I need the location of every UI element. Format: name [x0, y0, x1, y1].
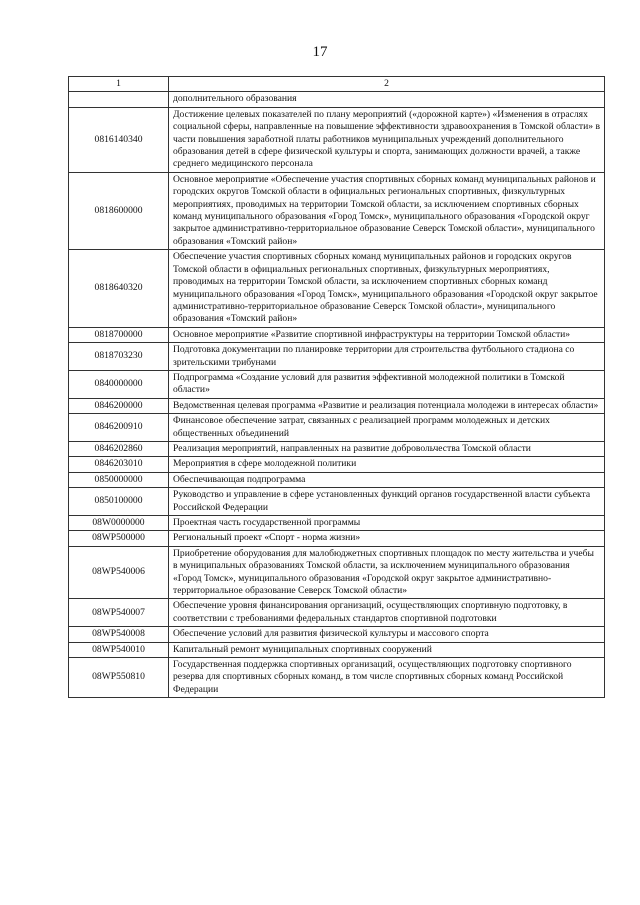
- table-row: [69, 516, 605, 531]
- row-name: Достижение целевых показателей по плану мероприятий («дорожной карте») «Изменения в отраслях социальной сферы, направленные на повышение эффективности здравоохранения в Томской области» в части повышения заработной платы работников муниципальных учреждений дополнительного образования детей в сфере физической культуры и спорта, занимающих должности врачей, а также среднего медицинского персонала: [169, 107, 605, 172]
- table-row: [69, 92, 605, 107]
- table-row: [69, 457, 605, 472]
- table-row: [69, 642, 605, 657]
- row-name: Подпрограмма «Создание условий для развития эффективной молодежной политики в Томской области»: [169, 370, 605, 398]
- row-code: 08WP500000: [69, 531, 169, 546]
- table-row: [69, 172, 605, 249]
- row-code: 0846200000: [69, 398, 169, 413]
- row-code: 0840000000: [69, 370, 169, 398]
- table-row: [69, 531, 605, 546]
- row-name: Капитальный ремонт муниципальных спортивных сооружений: [169, 642, 605, 657]
- table-row: [69, 658, 605, 698]
- row-name: Ведомственная целевая программа «Развитие и реализация потенциала молодежи в интересах области»: [169, 398, 605, 413]
- row-code: 08WP540006: [69, 546, 169, 599]
- row-name: дополнительного образования: [169, 92, 605, 107]
- row-name: Основное мероприятие «Обеспечение участия спортивных сборных команд муниципальных районов и городских округов Томской области в официальных региональных спортивных, физкультурных мероприятиях, проводимых на территории Томской области, за исключением спортивных сборных команд муниципального образования «Город Томск», муниципального образования «Городской округ закрытое административно-территориальное образование Северск Томской области», муниципального образования «Томский район»: [169, 172, 605, 249]
- row-code: 08WP540007: [69, 599, 169, 627]
- table-header-row: [69, 77, 605, 92]
- row-code: 0850000000: [69, 472, 169, 487]
- row-name: Обеспечение участия спортивных сборных команд муниципальных районов и городских округов Томской области в официальных региональных спортивных, физкультурных мероприятиях, проводимых на территории Томской области, за исключением спортивных сборных команд муниципального образования «Город Томск», муниципального образования «Городской округ закрытое административно-территориальное образование Северск Томской области», муниципального образования «Томский район»: [169, 250, 605, 327]
- table-row: [69, 343, 605, 371]
- row-name: Государственная поддержка спортивных организаций, осуществляющих подготовку спортивного резерва для спортивных сборных команд, в том числе спортивных сборных команд Российской Федерации: [169, 658, 605, 698]
- row-code: 0846202860: [69, 441, 169, 456]
- row-code: 0816140340: [69, 107, 169, 172]
- row-name: Приобретение оборудования для малобюджетных спортивных площадок по месту жительства и учебы в муниципальных образованиях Томской области, за исключением муниципального образования «Город Томск», муниципального образования «Городской округ закрытое административно-территориальное образование Северск Томской области»: [169, 546, 605, 599]
- table-row: [69, 250, 605, 327]
- row-name: Проектная часть государственной программы: [169, 516, 605, 531]
- row-name: Мероприятия в сфере молодежной политики: [169, 457, 605, 472]
- row-code: 0818700000: [69, 327, 169, 342]
- row-name: Региональный проект «Спорт - норма жизни»: [169, 531, 605, 546]
- row-name: Обеспечение условий для развития физической культуры и массового спорта: [169, 627, 605, 642]
- table-row: [69, 370, 605, 398]
- table-row: [69, 398, 605, 413]
- row-code: 0818703230: [69, 343, 169, 371]
- row-code: 0818640320: [69, 250, 169, 327]
- row-code: 08WP540008: [69, 627, 169, 642]
- row-code: [69, 92, 169, 107]
- row-name: Руководство и управление в сфере установленных функций органов государственной власти субъекта Российской Федерации: [169, 488, 605, 516]
- row-name: Подготовка документации по планировке территории для строительства футбольного стадиона со зрительскими трибунами: [169, 343, 605, 371]
- table-row: [69, 414, 605, 442]
- row-name: Обеспечение уровня финансирования организаций, осуществляющих спортивную подготовку, в соответствии с требованиями федеральных стандартов спортивной подготовки: [169, 599, 605, 627]
- row-name: Реализация мероприятий, направленных на развитие добровольчества Томской области: [169, 441, 605, 456]
- budget-classification-table: [68, 76, 605, 698]
- row-name: Финансовое обеспечение затрат, связанных с реализацией программ молодежных и детских общественных объединений: [169, 414, 605, 442]
- table-row: [69, 488, 605, 516]
- table-row: [69, 599, 605, 627]
- row-code: 0846203010: [69, 457, 169, 472]
- row-code: 0846200910: [69, 414, 169, 442]
- row-code: 08WP540010: [69, 642, 169, 657]
- row-code: 08W0000000: [69, 516, 169, 531]
- table-row: [69, 441, 605, 456]
- table-row: [69, 627, 605, 642]
- table-row: [69, 546, 605, 599]
- table-row: [69, 327, 605, 342]
- row-name: Основное мероприятие «Развитие спортивной инфраструктуры на территории Томской области»: [169, 327, 605, 342]
- column-header-code: 1: [69, 77, 169, 92]
- column-header-name: 2: [169, 77, 605, 92]
- row-name: Обеспечивающая подпрограмма: [169, 472, 605, 487]
- row-code: 08WP550810: [69, 658, 169, 698]
- page-number: 17: [312, 44, 328, 60]
- row-code: 0818600000: [69, 172, 169, 249]
- table-row: [69, 472, 605, 487]
- row-code: 0850100000: [69, 488, 169, 516]
- table-row: [69, 107, 605, 172]
